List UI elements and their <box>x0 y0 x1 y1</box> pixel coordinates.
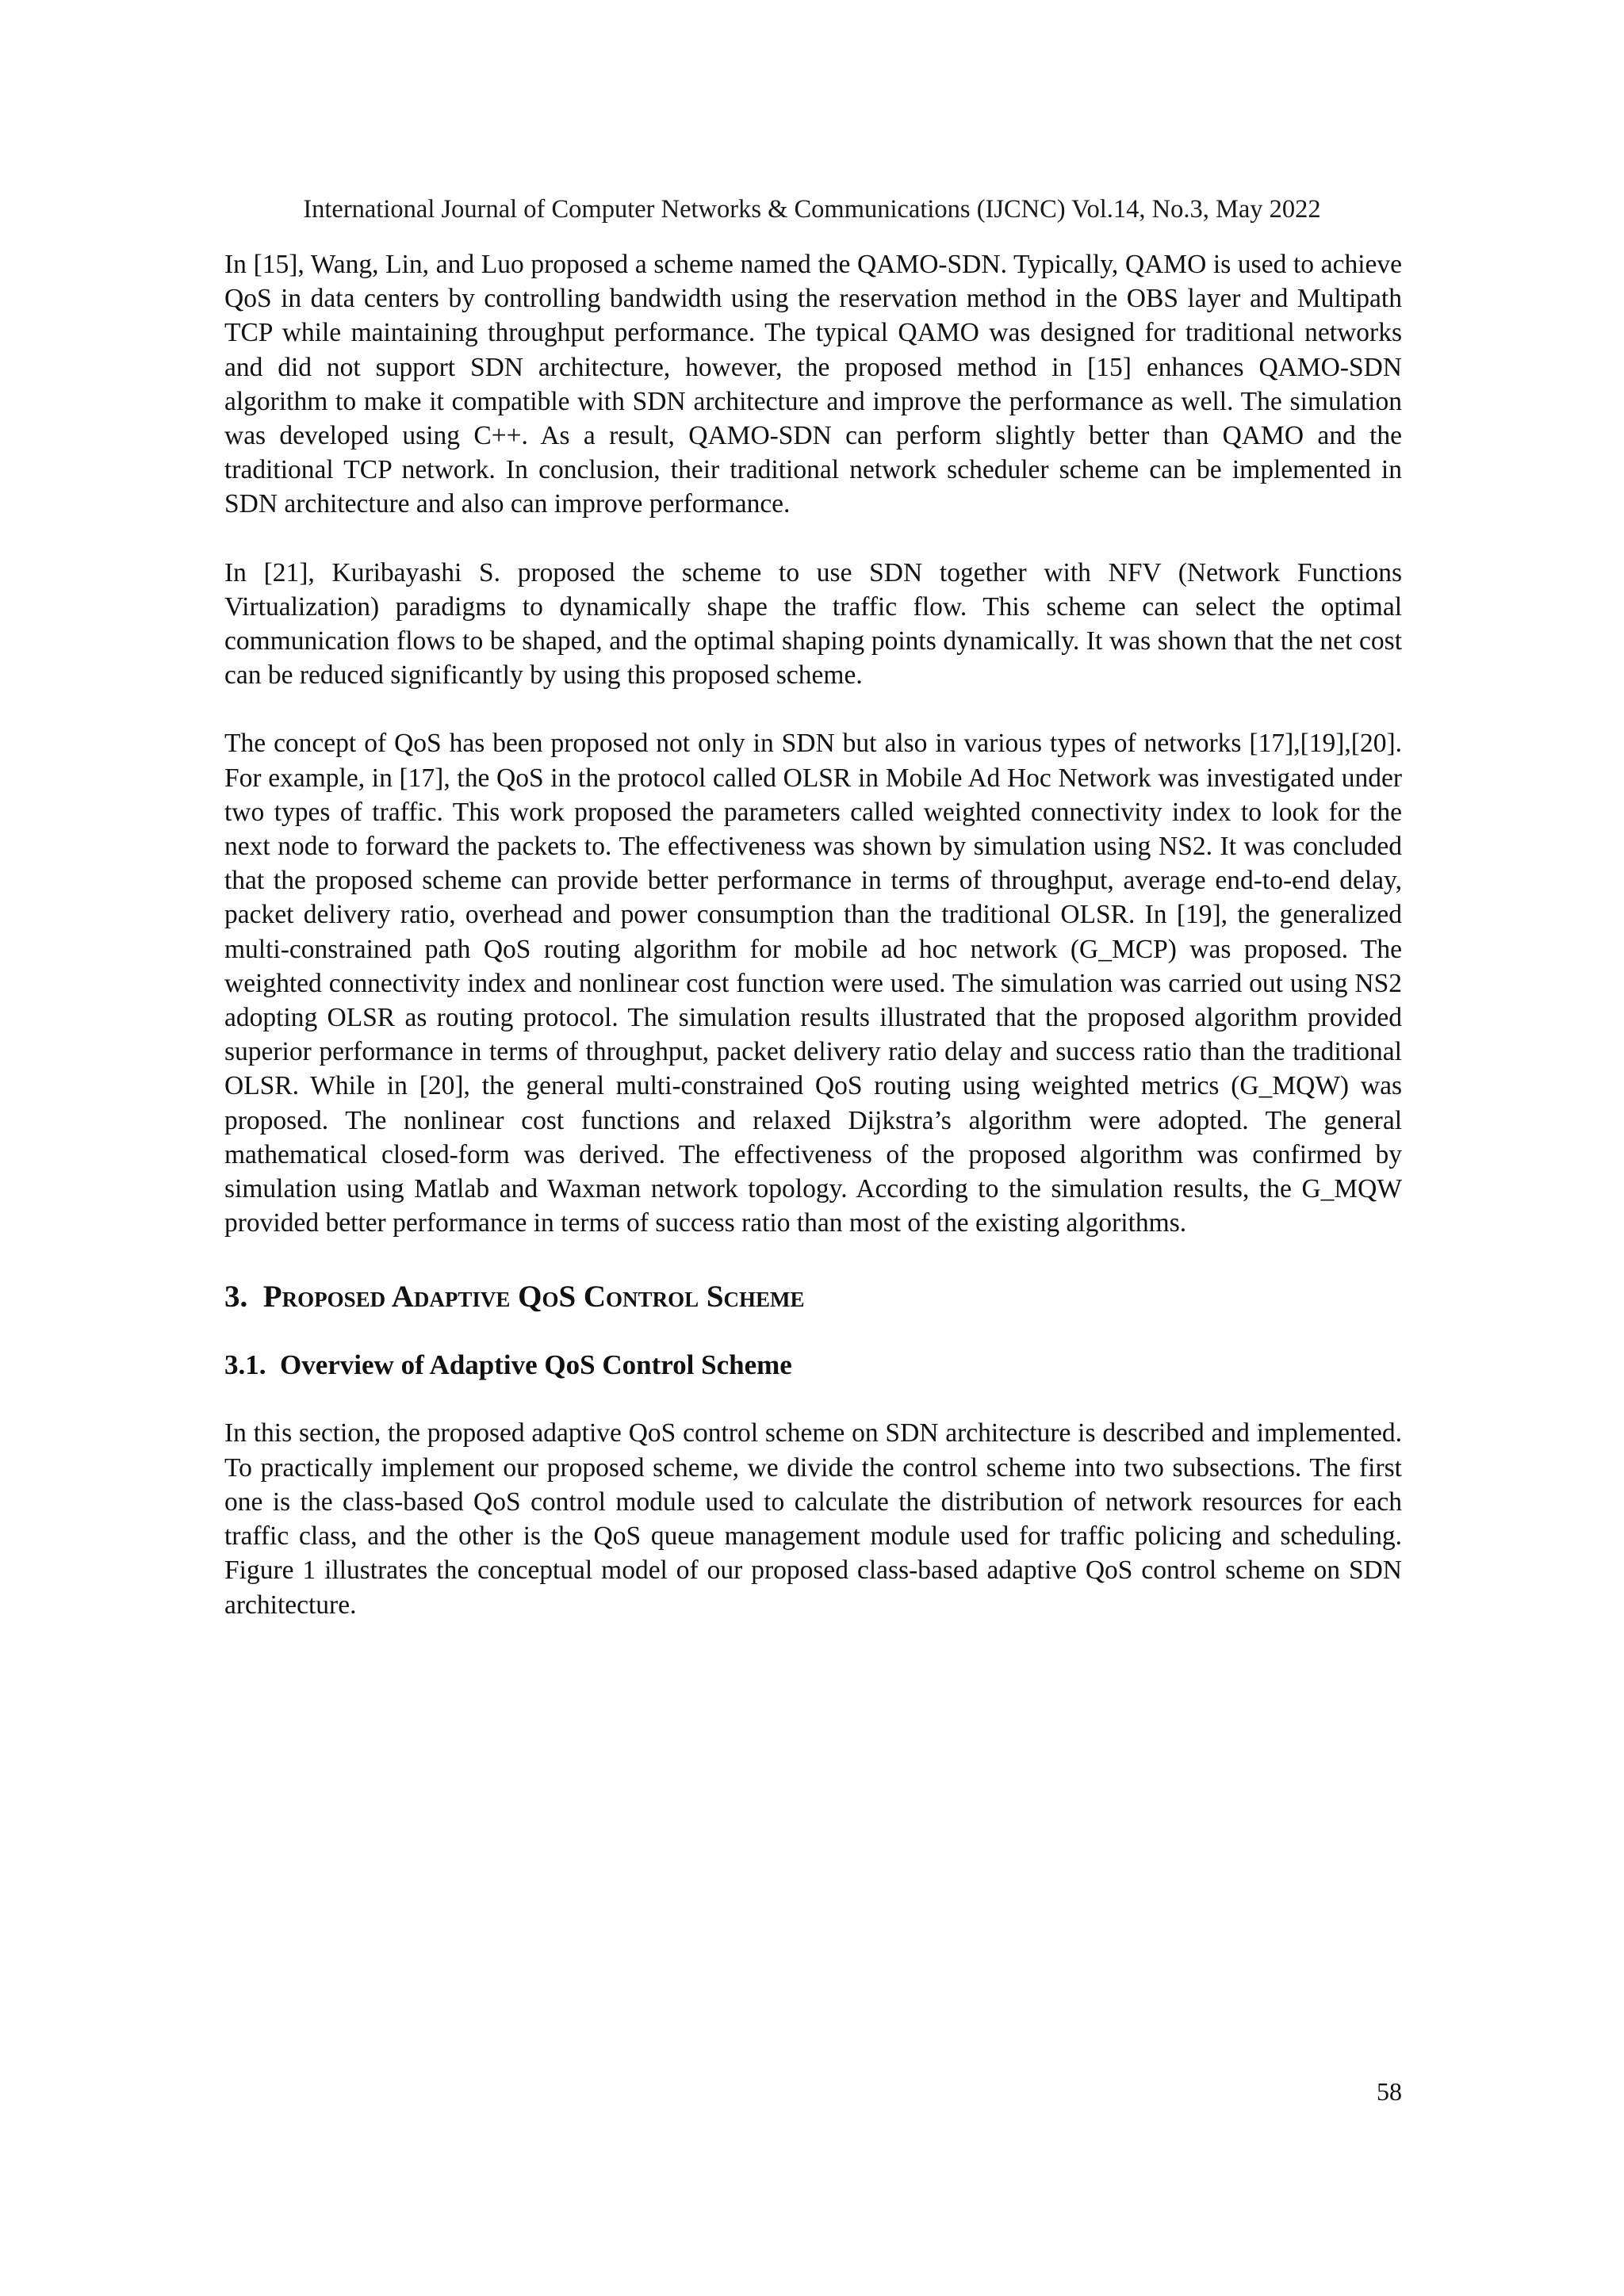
body-paragraph-overview: In this section, the proposed adaptive QoS control scheme on SDN architecture is described and implemented. To practically implement our proposed scheme, we divide the control scheme into two subsections. The first one is the class-based QoS control module used to calculate the distribution of network resources for each traffic class, and the other is the QoS queue management module used for traffic policing and scheduling. Figure 1 illustrates the conceptual model of our proposed class-based adaptive QoS control scheme on SDN architecture. <box>224 1418 1402 1620</box>
page-body <box>224 247 1402 1622</box>
subsection-title: Overview of Adaptive QoS Control Scheme <box>280 1349 792 1381</box>
section-heading <box>224 1278 1402 1316</box>
running-header: International Journal of Computer Networks & Communications (IJCNC) Vol.14, No.3, May 2022 <box>303 195 1321 224</box>
body-paragraph-qos-networks: The concept of QoS has been proposed not only in SDN but also in various types of networks [17],[19],[20]. For example, in [17], the QoS in the protocol called OLSR in Mobile Ad Hoc Network was investigated under two types of traffic. This work proposed the parameters called weighted connectivity index to look for the next node to forward the packets to. The effectiveness was shown by simulation using NS2. It was concluded that the proposed scheme can provide better performance in terms of throughput, average end-to-end delay, packet delivery ratio, overhead and power consumption than the traditional OLSR. In [19], the generalized multi-constrained path QoS routing algorithm for mobile ad hoc network (G_MCP) was proposed. The weighted connectivity index and nonlinear cost function were used. The simulation was carried out using NS2 adopting OLSR as routing protocol. The simulation results illustrated that the proposed algorithm provided superior performance in terms of throughput, packet delivery ratio delay and success ratio than the traditional OLSR. While in [20], the general multi-constrained QoS routing using weighted metrics (G_MQW) was proposed. The nonlinear cost functions and relaxed Dijkstra’s algorithm were adopted. The general mathematical closed-form was derived. The effectiveness of the proposed algorithm was confirmed by simulation using Matlab and Waxman network topology. According to the simulation results, the G_MQW provided better performance in terms of success ratio than most of the existing algorithms. <box>224 729 1402 1238</box>
page-number: 58 <box>1377 2077 1402 2106</box>
subsection-number: 3.1. <box>224 1349 266 1381</box>
body-paragraph-qamo-sdn: In [15], Wang, Lin, and Luo proposed a scheme named the QAMO-SDN. Typically, QAMO is used to achieve QoS in data centers by controlling bandwidth using the reservation method in the OBS layer and Multipath TCP while maintaining throughput performance. The typical QAMO was designed for traditional networks and did not support SDN architecture, however, the proposed method in [15] enhances QAMO-SDN algorithm to make it compatible with SDN architecture and improve the performance as well. The simulation was developed using C++. As a result, QAMO-SDN can perform slightly better than QAMO and the traditional TCP network. In conclusion, their traditional network scheduler scheme can be implemented in SDN architecture and also can improve performance. <box>224 250 1402 519</box>
section-title: Proposed Adaptive QoS Control Scheme <box>262 1280 805 1314</box>
body-paragraph-nfv: In [21], Kuribayashi S. proposed the scheme to use SDN together with NFV (Network Functions Virtualization) paradigms to dynamically shape the traffic flow. This scheme can select the optimal communication flows to be shaped, and the optimal shaping points dynamically. It was shown that the net cost can be reduced significantly by using this proposed scheme. <box>224 557 1402 691</box>
subsection-heading <box>224 1348 1402 1383</box>
section-number: 3. <box>224 1280 248 1314</box>
